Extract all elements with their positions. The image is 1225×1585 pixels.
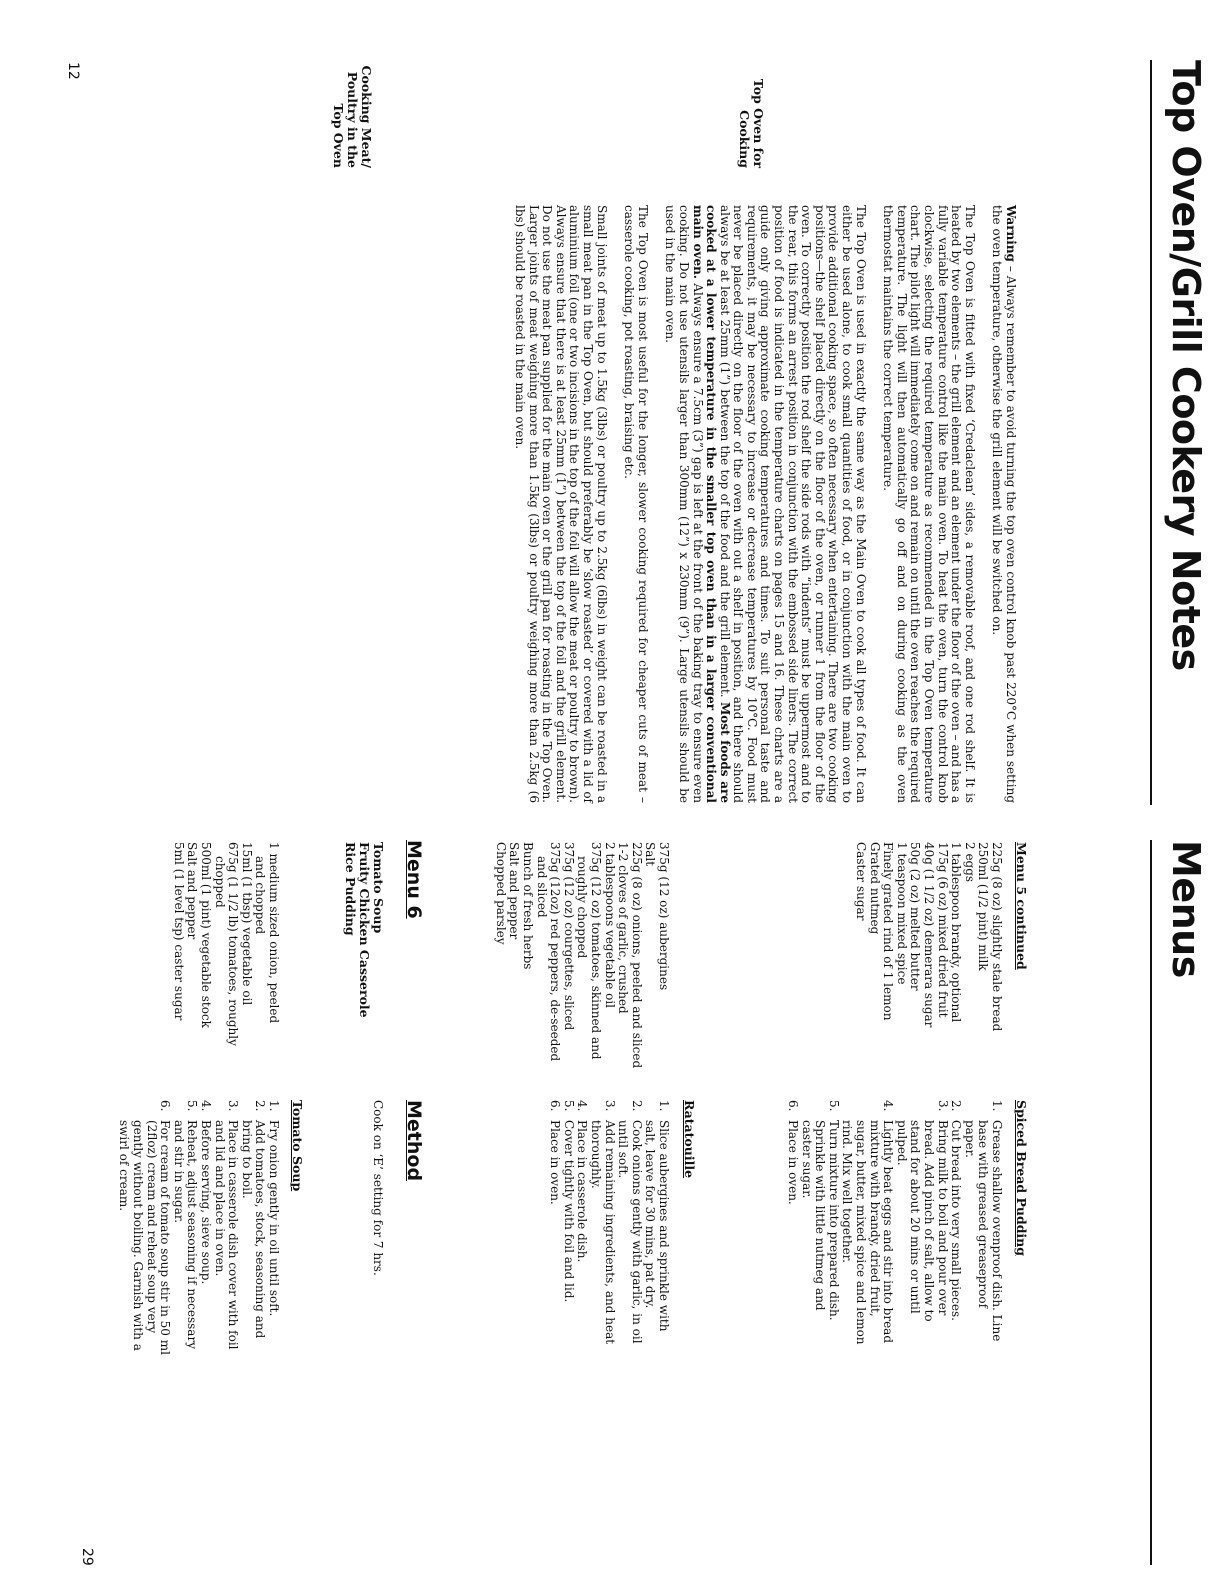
method-step (949, 1100, 963, 1440)
step-line: gently without boiling. Garnish with a (131, 1120, 146, 1351)
slow-cooking-paragraph: The Top Oven is most useful for the longer, slower cooking required for cheaper cuts of meat – casserole cooking, pot roasting, braising etc. (622, 205, 650, 803)
ingredient-item: 1 teaspoon mixed spice (894, 842, 909, 985)
menu6-heading: Menu 6 (403, 840, 425, 919)
ingredient-item: 225g (8 oz) onions, peeled and sliced (629, 842, 644, 1069)
ingredient-item: Salt (643, 842, 658, 867)
step-number: 5. (561, 1100, 576, 1112)
ingredient-item: Salt and pepper (185, 842, 200, 940)
dish-rice-pudding: Rice Pudding (343, 842, 358, 936)
step-line: and lid and place in oven. (212, 1120, 227, 1277)
left-page-number: 12 (65, 62, 81, 80)
right-page-title: Menus (1164, 840, 1208, 978)
method-step (561, 1100, 575, 1445)
ingredient-item: 675g (1 1/2 lb) tomatoes, roughly (226, 842, 241, 1046)
method-step (786, 1100, 800, 1440)
method-step (212, 1100, 239, 1445)
ingredient-item: 40g (1 1/2 oz) demerara sugar (922, 842, 937, 1028)
intro-paragraph: The Top Oven is fitted with fixed ‘Credaclean’ sides, a removable roof, and one rod shelf. It is heated by two elements – the grill element and an element under the floor of the oven – and has a fully variable temperature control like the main oven. To heat the oven, turn the control knob clockwise, selecting the required temperature as recommended in the Top Oven temperature chart. The pilot light will immediately come on and remain on until the oven reaches the required temperature. The light will then automatically go off and on during cooking as the oven thermostat maintains the correct temperature. (881, 205, 977, 803)
ingredient-item: Bunch of fresh herbs (521, 842, 536, 970)
dish-tomato-soup: Tomato Soup (371, 842, 386, 934)
ingredient-item: and sliced (534, 856, 549, 918)
method-step (588, 1100, 615, 1445)
ingredient-item: Caster sugar (854, 842, 869, 921)
method-step (239, 1100, 266, 1445)
left-body-text (498, 205, 1017, 803)
spiced-ingredients-list (853, 842, 1003, 1092)
step-line: Slice aubergines and sprinkle with (657, 1120, 671, 1332)
step-line: pulped. (894, 1120, 909, 1166)
step-line: bring to boil. (239, 1120, 254, 1199)
method-step (198, 1100, 212, 1445)
method-step (894, 1100, 948, 1440)
step-line: Cook onions gently with garlic, in oil (629, 1120, 644, 1344)
ingredient-item: 5ml (1 level tsp) caster sugar (171, 842, 186, 1021)
method-text: Cook on ‘E’ setting for 7 hrs. (371, 1100, 385, 1276)
top-oven-cooking-paragraph: The Top Oven is used in exactly the same way as the Main Oven to cook all types of food. It can either be used alone, to cook small quantities of food, or in conjunction with the main oven to provide additional cooking space, so often necessary when entertaining. There are two cooking positions—the shelf placed directly on the floor of the oven, or runner 1 from the floor of the oven. To correctly position the rod shelf the side rods with “indents” must be uppermost and to the rear, this forms an arrest position in conjunction with the embossed side liners. The correct position of food is indicated in the temperature charts on pages 15 and 16. These charts are a guide only giving approximate cooking temperatures and times. To suit personal taste and requirements, it may be necessary to increase or decrease temperatures by 10°C. Food must never be placed directly on the floor of the oven with out a shelf in position, and there should always be at least 25mm (1”) between the top of the food and the grill element. Most foods are cooked at a lower temperature in the smaller top oven than in a larger conventional main oven. Always ensure a 7.5cm (3”) gap is left at the front of the baking tray to ensure even cooking. Do not use utensils larger than 300mm (12”) x 230mm (9”). Large utensils should be used in the main oven. (663, 205, 868, 803)
step-line: Reheat, adjust seasoning if necessary (185, 1120, 200, 1349)
step-line: bread. Add pinch of salt, allow to (922, 1120, 937, 1322)
ingredient-item: 500ml (1 pint) vegetable stock (199, 842, 214, 1028)
step-number: 1. (657, 1100, 671, 1112)
step-line: and stir in sugar. (171, 1120, 186, 1224)
step-number: 1. (990, 1100, 1004, 1112)
heading-cooking-meat-poultry: Cooking Meat/ Poultry in the Top Oven (331, 65, 374, 168)
ingredient-item: Salt and pepper (507, 842, 522, 940)
step-line: thoroughly. (589, 1120, 604, 1189)
step-number: 1. (267, 1100, 281, 1112)
step-line: mixture with brandy, dried fruit, (867, 1120, 882, 1317)
step-line: Lightly beat eggs and stir into bread (881, 1120, 896, 1344)
method-step (840, 1100, 894, 1440)
ratatouille-method-steps (548, 1100, 670, 1445)
step-line: caster sugar. (799, 1120, 814, 1199)
step-number: 6. (158, 1100, 173, 1112)
step-line: Grease shallow ovenproof dish. Line (990, 1120, 1004, 1342)
step-line: Sprinkle with little nutmeg and (813, 1120, 828, 1311)
step-line: Place in casserole dish. (575, 1120, 590, 1263)
spiced-method-steps (786, 1100, 1004, 1440)
ingredient-item: 175g (6 oz) mixed dried fruit (935, 842, 950, 1018)
step-number: 4. (881, 1100, 896, 1112)
method-step (575, 1100, 589, 1445)
step-number: 2. (629, 1100, 644, 1112)
ingredient-item: 50g (2 oz) melted butter (908, 842, 923, 991)
method-step (117, 1100, 171, 1445)
step-line: Turn mixture into prepared dish. (826, 1120, 841, 1321)
right-page-number: 29 (79, 1548, 95, 1566)
left-page-title: Top Oven/Grill Cookery Notes (1164, 60, 1208, 671)
step-line: until soft. (616, 1120, 631, 1179)
step-line: (2floz) cream and reheat soup very (144, 1120, 159, 1334)
ingredient-item: 15ml (1 tbsp) vegetable oil (239, 842, 254, 1006)
tomato-soup-method-steps (117, 1100, 280, 1445)
step-line: Place in oven. (786, 1120, 801, 1205)
ingredient-item: 1 medium sized onion, peeled (267, 842, 281, 1024)
step-line: sugar, butter, mixed spice and lemon (854, 1120, 869, 1345)
tomato-soup-ingredients-list (171, 842, 280, 1097)
ingredient-item: 375g (12 oz) aubergines (657, 842, 671, 991)
method-step (799, 1100, 840, 1440)
step-line: Add remaining ingredients, and heat (602, 1120, 617, 1345)
step-number: 5. (826, 1100, 841, 1112)
step-line: paper. (962, 1120, 977, 1158)
step-number: 3. (226, 1100, 241, 1112)
step-line: Cut bread into very small pieces. (949, 1120, 964, 1321)
step-number: 3. (602, 1100, 617, 1112)
step-number: 6. (786, 1100, 801, 1112)
step-line: For cream of tomato soup stir in 50 ml (158, 1120, 173, 1355)
step-number: 3. (935, 1100, 950, 1112)
ingredient-item: chopped (212, 856, 227, 908)
step-line: salt, leave for 30 mins, pat dry. (643, 1120, 658, 1309)
ratatouille-heading: Ratatouille (682, 1100, 697, 1179)
step-line: Bring milk to boil and pour over (935, 1120, 950, 1316)
ingredient-item: and chopped (253, 856, 268, 935)
step-line: Fry onion gently in oil until soft. (267, 1120, 281, 1317)
ingredient-item: Grated nutmeg (867, 842, 882, 935)
method-step (548, 1100, 562, 1445)
ingredient-item: 250ml (1/2 pint) milk (976, 842, 991, 971)
ingredient-item: 1 tablespoon brandy, optional (949, 842, 964, 1023)
method-step (266, 1100, 280, 1445)
ingredient-item: roughly chopped (575, 856, 590, 959)
dish-fruity-chicken-casserole: Fruity Chicken Casserole (357, 842, 372, 1018)
step-line: Place in casserole dish cover with foil (226, 1120, 241, 1350)
step-line: swirl of cream. (117, 1120, 132, 1212)
right-title-rule (1150, 840, 1152, 1565)
method-step (643, 1100, 670, 1445)
ingredient-item: 1-2 cloves of garlic, crushed (616, 842, 631, 1014)
menu6-dish-list (343, 842, 385, 1018)
spiced-bread-pudding-heading: Spiced Bread Pudding (1014, 1100, 1029, 1257)
step-line: stand for about 20 mins or until (908, 1120, 923, 1314)
ingredient-item: 2 eggs (962, 842, 977, 883)
warning-paragraph: Warning – Always remember to avoid turning the top oven control knob past 220°C when setting the oven temperature, otherwise the grill element will be switched on. (990, 205, 1018, 803)
left-title-rule (1150, 60, 1152, 805)
step-line: rind. Mix well together. (840, 1120, 855, 1263)
step-number: 6. (548, 1100, 563, 1112)
method-heading: Method (403, 1100, 425, 1182)
ingredient-item: 2 tablespoons vegetable oil (602, 842, 617, 1009)
method-step (616, 1100, 643, 1445)
ratatouille-ingredients-list (493, 842, 670, 1102)
step-number: 4. (575, 1100, 590, 1112)
step-line: Cover tightly with foil and lid. (561, 1120, 576, 1303)
step-number: 2. (949, 1100, 964, 1112)
step-line: base with greased greaseproof (976, 1120, 991, 1309)
roasting-paragraph: Small joints of meat up to 1.5kg (3lbs) or poultry up to 2.5kg (6lbs) in weight can be roasted in a small meat pan in the Top Oven, but should preferably be ‘slow roasted’ or covered with a lid of aluminium foil (one or two incisions in the top of the foil will allow the meat or poultry to brown). Always ensure that there is at least 25mm (1”) between the top of the foil and the grill element. Do not use the meat pan supplied for the main oven or the grill pan for roasting in the Top Oven. Larger joints of meat weighing more than 1.5kg (3lbs) or poultry weighing more than 2.5kg (6 lbs) should be roasted in the main oven. (513, 205, 609, 803)
step-number: 5. (185, 1100, 200, 1112)
step-line: Place in oven. (548, 1120, 563, 1205)
step-number: 4. (199, 1100, 214, 1112)
heading-top-oven-for-cooking: Top Oven for Cooking (737, 78, 766, 168)
ingredient-item: 375g (12 oz) tomatoes, skinned and (589, 842, 604, 1060)
menu5-continued-heading: Menu 5 continued (1014, 842, 1029, 970)
ingredient-item: Finely grated rind of 1 lemon (881, 842, 896, 1021)
ingredient-item: 375g (12 oz) courgettes, sliced (561, 842, 576, 1031)
ingredient-item: Chopped parsley (493, 842, 508, 945)
tomato-soup-heading: Tomato Soup (290, 1100, 305, 1192)
method-step (171, 1100, 198, 1445)
ingredient-item: 225g (8 oz) slightly stale bread (990, 842, 1004, 1032)
step-line: Before serving, sieve soup. (199, 1120, 214, 1285)
step-number: 2. (253, 1100, 268, 1112)
method-step (962, 1100, 1003, 1440)
ingredient-item: 375g (12oz) red peppers, de-seeded (548, 842, 563, 1062)
step-line: Add tomatoes, stock, seasoning and (253, 1120, 268, 1339)
